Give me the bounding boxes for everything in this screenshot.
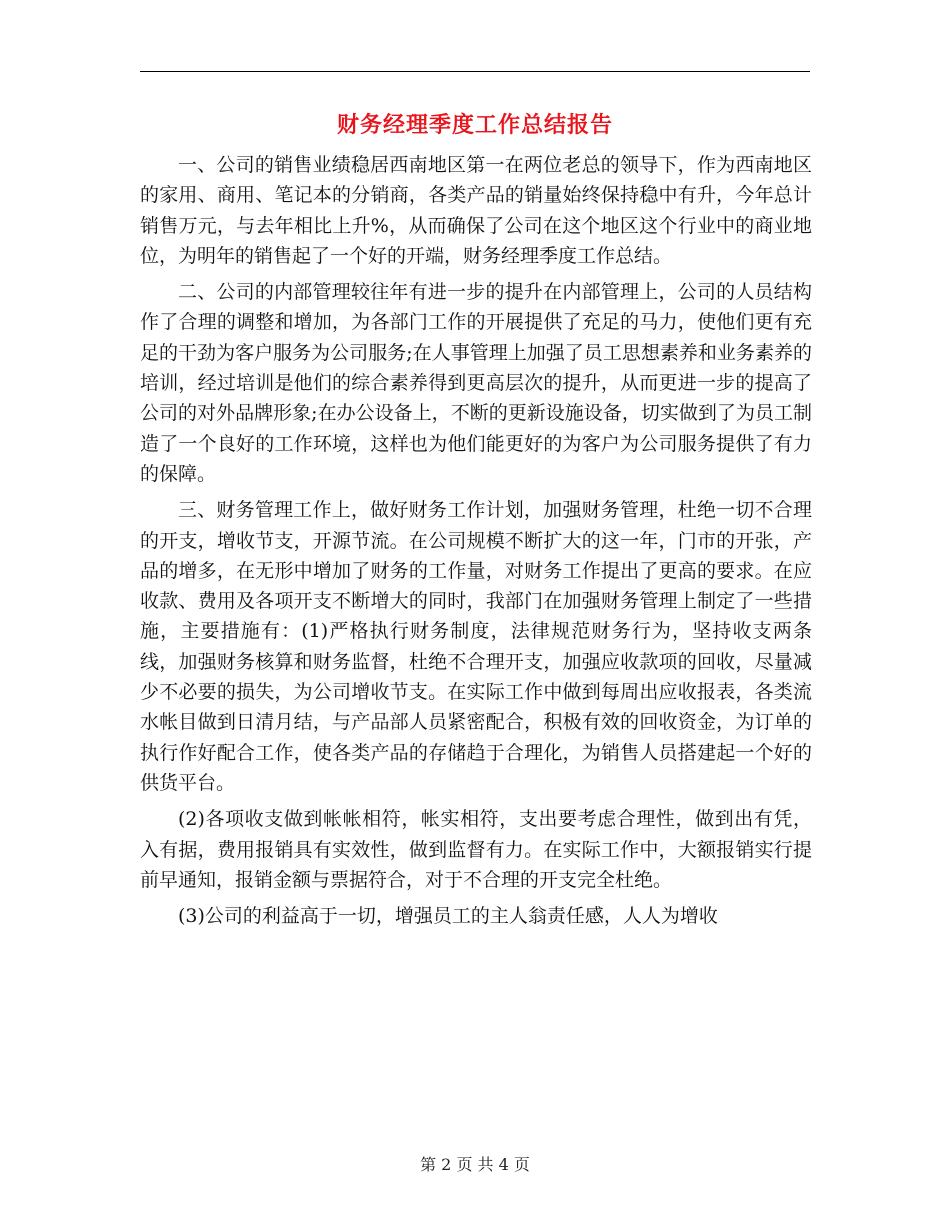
paragraph-3: 三、财务管理工作上，做好财务工作计划，加强财务管理，杜绝一切不合理的开支，增收节支，开源节流。在公司规模不断扩大的这一年，门市的开张，产品的增多，在无形中增加了财务的工作量，对财务工作提出了更高的要求。在应收款、费用及各项开支不断增大的同时，我部门在加强财务管理上制定了一些措施，主要措施有：(1)严格执行财务制度，法律规范财务行为，坚持收支两条线，加强财务核算和财务监督，杜绝不合理开支，加强应收款项的回收，尽量减少不必要的损失，为公司增收节支。在实际工作中做到每周出应收报表，各类流水帐目做到日清月结，与产品部人员紧密配合，积极有效的回收资金，为订单的执行作好配合工作，使各类产品的存储趋于合理化，为销售人员搭建起一个好的供货平台。 [140, 499, 812, 794]
paragraph-1: 一、公司的销售业绩稳居西南地区第一在两位老总的领导下，作为西南地区的家用、商用、笔记本的分销商，各类产品的销量始终保持稳中有升，今年总计销售万元，与去年相比上升%，从而确保了公司在这个地区这个行业中的商业地位，为明年的销售起了一个好的开端，财务经理季度工作总结。 [140, 154, 812, 267]
header-rule [140, 71, 810, 72]
paragraph-4: (2)各项收支做到帐帐相符，帐实相符，支出要考虑合理性，做到出有凭，入有据，费用报销具有实效性，做到监督有力。在实际工作中，大额报销实行提前早通知，报销金额与票据符合，对于不合理的开支完全杜绝。 [140, 808, 812, 891]
page-footer: 第 2 页 共 4 页 [420, 1155, 530, 1174]
document-body [140, 150, 812, 937]
paragraph-5: (3)公司的利益高于一切，增强员工的主人翁责任感，人人为增收 [178, 905, 718, 928]
document-title: 财务经理季度工作总结报告 [336, 112, 613, 138]
paragraph-2: 二、公司的内部管理较往年有进一步的提升在内部管理上，公司的人员结构作了合理的调整和增加，为各部门工作的开展提供了充足的马力，使他们更有充足的干劲为客户服务为公司服务;在人事管理上加强了员工思想素养和业务素养的培训，经过培训是他们的综合素养得到更高层次的提升，从而更进一步的提高了公司的对外品牌形象;在办公设备上，不断的更新设施设备，切实做到了为员工制造了一个良好的工作环境，这样也为他们能更好的为客户为公司服务提供了有力的保障。 [140, 281, 812, 485]
